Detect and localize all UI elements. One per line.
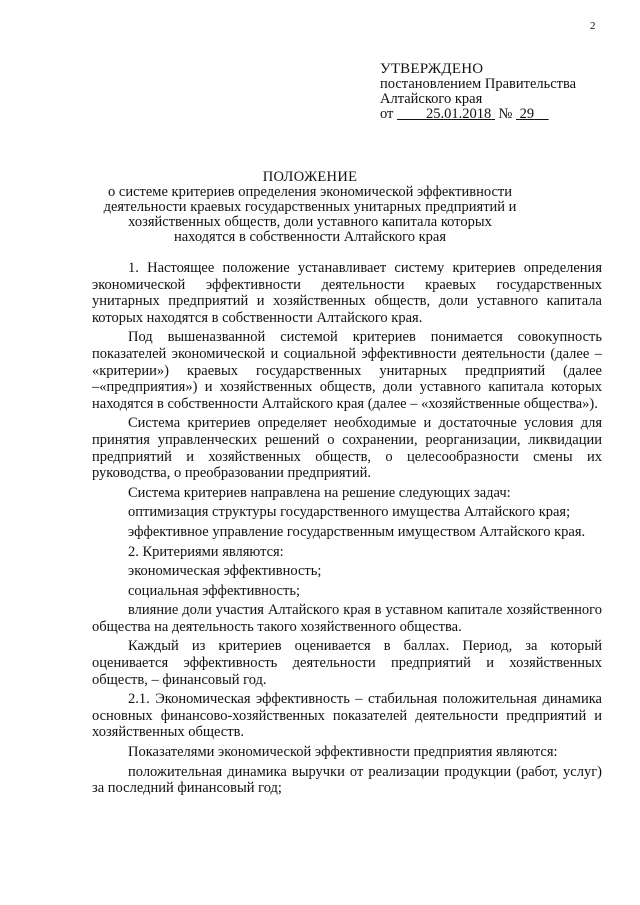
approval-line-2: Алтайского края <box>380 91 483 107</box>
list-item: социальная эффективность; <box>128 582 300 599</box>
approval-block <box>380 62 630 122</box>
paragraph: Под вышеназванной системой критериев понимается совокупность показателей экономической и социальной эффективности деятельности (далее – «критерии») краевых государственных унитарных предприятий (далее –«предприятия») и хозяйственных обществ, доли уставного капитала которых находятся в собственности Алтайского края (далее – «хозяйственные общества»). <box>92 329 602 412</box>
list-item: положительная динамика выручки от реализации продукции (работ, услуг) за последний финансовый год; <box>92 763 602 797</box>
list-item: оптимизация структуры государственного имущества Алтайского края; <box>128 504 571 521</box>
approval-date: 25.01.2018 <box>426 106 492 122</box>
paragraph: Система критериев определяет необходимые и достаточные условия для принятия управленческих решений о сохранении, реорганизации, ликвидации предприятий и хозяйственных обществ, о целесообразности смены их руководства, о преобразовании предприятий. <box>92 415 602 482</box>
paragraph: Система критериев направлена на решение следующих задач: <box>128 484 511 501</box>
paragraph: 2.1. Экономическая эффективность – стабильная положительная динамика основных финансово-хозяйственных показателей деятельности предприятий и хозяйственных обществ. <box>92 691 602 741</box>
date-prefix: от <box>380 106 394 122</box>
list-item: эффективное управление государственным имуществом Алтайского края. <box>128 523 586 540</box>
list-item: влияние доли участия Алтайского края в уставном капитале хозяйственного общества на деятельность такого хозяйственного общества. <box>92 602 602 635</box>
paragraph: Каждый из критериев оценивается в баллах. Период, за который оценивается эффективность деятельности предприятий и хозяйственных обществ, – финансовый год. <box>92 638 602 688</box>
page-number: 2 <box>590 20 596 32</box>
approval-heading: УТВЕРЖДЕНО <box>380 61 484 77</box>
document-title: ПОЛОЖЕНИЕ <box>262 169 358 185</box>
document-subtitle: о системе критериев определения экономической эффективности деятельности краевых государственных унитарных предприятий и хозяйственных обществ, доли уставного капитала которых находятся в собственности Алтайского края <box>103 184 517 245</box>
number-sign: № <box>498 106 513 122</box>
document-title-block <box>100 170 520 245</box>
approval-date-line <box>380 107 630 122</box>
document-body <box>92 260 602 800</box>
paragraph: 1. Настоящее положение устанавливает систему критериев определения экономической эффективности деятельности краевых государственных унитарных предприятий и хозяйственных обществ, доли уставного капитала которых находятся в собственности Алтайского края. <box>92 260 602 326</box>
paragraph: Показателями экономической эффективности предприятия являются: <box>128 744 558 761</box>
paragraph: 2. Критериями являются: <box>128 543 284 560</box>
approval-line-1: постановлением Правительства <box>380 76 577 92</box>
list-item: экономическая эффективность; <box>128 563 322 580</box>
approval-number: 29 <box>519 106 535 122</box>
